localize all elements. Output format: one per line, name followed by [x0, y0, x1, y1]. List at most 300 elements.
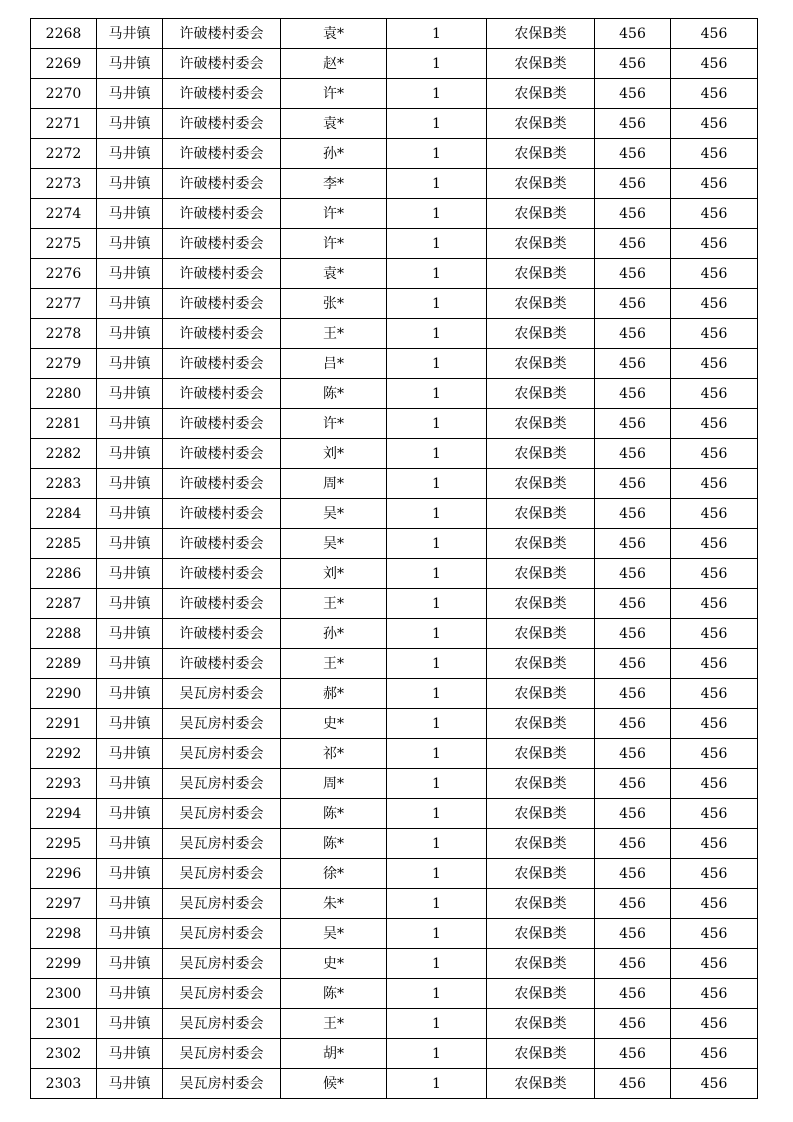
category-cell: 农保B类 [487, 19, 595, 49]
serial-number-cell: 2268 [31, 19, 97, 49]
amount-cell: 456 [595, 439, 671, 469]
town-cell: 马井镇 [97, 469, 163, 499]
category-cell: 农保B类 [487, 889, 595, 919]
amount-cell: 456 [595, 469, 671, 499]
village-committee-cell: 吴瓦房村委会 [163, 949, 281, 979]
town-cell: 马井镇 [97, 439, 163, 469]
town-cell: 马井镇 [97, 199, 163, 229]
count-cell: 1 [387, 889, 487, 919]
serial-number-cell: 2274 [31, 199, 97, 229]
category-cell: 农保B类 [487, 379, 595, 409]
name-cell: 许* [281, 199, 387, 229]
village-committee-cell: 吴瓦房村委会 [163, 679, 281, 709]
count-cell: 1 [387, 1069, 487, 1099]
table-row [31, 439, 758, 469]
category-cell: 农保B类 [487, 79, 595, 109]
count-cell: 1 [387, 1009, 487, 1039]
name-cell: 吴* [281, 919, 387, 949]
total-cell: 456 [671, 1009, 758, 1039]
count-cell: 1 [387, 799, 487, 829]
village-committee-cell: 吴瓦房村委会 [163, 919, 281, 949]
table-row [31, 1039, 758, 1069]
serial-number-cell: 2269 [31, 49, 97, 79]
name-cell: 史* [281, 949, 387, 979]
village-committee-cell: 许破楼村委会 [163, 259, 281, 289]
total-cell: 456 [671, 679, 758, 709]
serial-number-cell: 2302 [31, 1039, 97, 1069]
name-cell: 朱* [281, 889, 387, 919]
serial-number-cell: 2279 [31, 349, 97, 379]
town-cell: 马井镇 [97, 769, 163, 799]
serial-number-cell: 2273 [31, 169, 97, 199]
town-cell: 马井镇 [97, 349, 163, 379]
total-cell: 456 [671, 439, 758, 469]
name-cell: 许* [281, 409, 387, 439]
village-committee-cell: 吴瓦房村委会 [163, 1069, 281, 1099]
village-committee-cell: 许破楼村委会 [163, 529, 281, 559]
town-cell: 马井镇 [97, 709, 163, 739]
total-cell: 456 [671, 139, 758, 169]
town-cell: 马井镇 [97, 799, 163, 829]
amount-cell: 456 [595, 559, 671, 589]
category-cell: 农保B类 [487, 229, 595, 259]
table-row [31, 79, 758, 109]
serial-number-cell: 2296 [31, 859, 97, 889]
category-cell: 农保B类 [487, 559, 595, 589]
name-cell: 吴* [281, 499, 387, 529]
total-cell: 456 [671, 559, 758, 589]
town-cell: 马井镇 [97, 679, 163, 709]
total-cell: 456 [671, 49, 758, 79]
serial-number-cell: 2294 [31, 799, 97, 829]
town-cell: 马井镇 [97, 529, 163, 559]
village-committee-cell: 许破楼村委会 [163, 499, 281, 529]
count-cell: 1 [387, 1039, 487, 1069]
name-cell: 袁* [281, 19, 387, 49]
count-cell: 1 [387, 919, 487, 949]
table-row [31, 1069, 758, 1099]
count-cell: 1 [387, 769, 487, 799]
total-cell: 456 [671, 949, 758, 979]
count-cell: 1 [387, 289, 487, 319]
name-cell: 陈* [281, 829, 387, 859]
table-row [31, 199, 758, 229]
category-cell: 农保B类 [487, 739, 595, 769]
total-cell: 456 [671, 829, 758, 859]
name-cell: 祁* [281, 739, 387, 769]
village-committee-cell: 许破楼村委会 [163, 349, 281, 379]
count-cell: 1 [387, 559, 487, 589]
name-cell: 刘* [281, 439, 387, 469]
category-cell: 农保B类 [487, 679, 595, 709]
village-committee-cell: 吴瓦房村委会 [163, 1009, 281, 1039]
amount-cell: 456 [595, 679, 671, 709]
village-committee-cell: 吴瓦房村委会 [163, 859, 281, 889]
table-row [31, 619, 758, 649]
village-committee-cell: 许破楼村委会 [163, 379, 281, 409]
amount-cell: 456 [595, 769, 671, 799]
amount-cell: 456 [595, 1039, 671, 1069]
category-cell: 农保B类 [487, 49, 595, 79]
count-cell: 1 [387, 139, 487, 169]
amount-cell: 456 [595, 379, 671, 409]
category-cell: 农保B类 [487, 169, 595, 199]
count-cell: 1 [387, 829, 487, 859]
table-row [31, 979, 758, 1009]
table-row [31, 1009, 758, 1039]
category-cell: 农保B类 [487, 799, 595, 829]
name-cell: 徐* [281, 859, 387, 889]
serial-number-cell: 2272 [31, 139, 97, 169]
count-cell: 1 [387, 349, 487, 379]
total-cell: 456 [671, 79, 758, 109]
category-cell: 农保B类 [487, 949, 595, 979]
total-cell: 456 [671, 379, 758, 409]
total-cell: 456 [671, 109, 758, 139]
serial-number-cell: 2288 [31, 619, 97, 649]
total-cell: 456 [671, 709, 758, 739]
town-cell: 马井镇 [97, 79, 163, 109]
category-cell: 农保B类 [487, 859, 595, 889]
town-cell: 马井镇 [97, 19, 163, 49]
town-cell: 马井镇 [97, 739, 163, 769]
table-row [31, 259, 758, 289]
serial-number-cell: 2290 [31, 679, 97, 709]
amount-cell: 456 [595, 949, 671, 979]
amount-cell: 456 [595, 859, 671, 889]
name-cell: 孙* [281, 619, 387, 649]
table-row [31, 139, 758, 169]
count-cell: 1 [387, 19, 487, 49]
amount-cell: 456 [595, 829, 671, 859]
table-row [31, 859, 758, 889]
count-cell: 1 [387, 79, 487, 109]
total-cell: 456 [671, 499, 758, 529]
total-cell: 456 [671, 649, 758, 679]
village-committee-cell: 许破楼村委会 [163, 409, 281, 439]
count-cell: 1 [387, 319, 487, 349]
count-cell: 1 [387, 409, 487, 439]
amount-cell: 456 [595, 1009, 671, 1039]
amount-cell: 456 [595, 109, 671, 139]
amount-cell: 456 [595, 499, 671, 529]
category-cell: 农保B类 [487, 409, 595, 439]
category-cell: 农保B类 [487, 709, 595, 739]
amount-cell: 456 [595, 349, 671, 379]
village-committee-cell: 许破楼村委会 [163, 19, 281, 49]
total-cell: 456 [671, 349, 758, 379]
town-cell: 马井镇 [97, 259, 163, 289]
town-cell: 马井镇 [97, 319, 163, 349]
town-cell: 马井镇 [97, 409, 163, 439]
serial-number-cell: 2291 [31, 709, 97, 739]
serial-number-cell: 2282 [31, 439, 97, 469]
town-cell: 马井镇 [97, 649, 163, 679]
count-cell: 1 [387, 589, 487, 619]
category-cell: 农保B类 [487, 1009, 595, 1039]
serial-number-cell: 2292 [31, 739, 97, 769]
table-row [31, 229, 758, 259]
count-cell: 1 [387, 859, 487, 889]
name-cell: 陈* [281, 979, 387, 1009]
amount-cell: 456 [595, 19, 671, 49]
village-committee-cell: 许破楼村委会 [163, 199, 281, 229]
table-row [31, 949, 758, 979]
serial-number-cell: 2298 [31, 919, 97, 949]
serial-number-cell: 2270 [31, 79, 97, 109]
amount-cell: 456 [595, 319, 671, 349]
village-committee-cell: 许破楼村委会 [163, 109, 281, 139]
table-row [31, 109, 758, 139]
table-row [31, 289, 758, 319]
village-committee-cell: 许破楼村委会 [163, 439, 281, 469]
name-cell: 吕* [281, 349, 387, 379]
count-cell: 1 [387, 529, 487, 559]
category-cell: 农保B类 [487, 979, 595, 1009]
serial-number-cell: 2297 [31, 889, 97, 919]
town-cell: 马井镇 [97, 619, 163, 649]
name-cell: 许* [281, 229, 387, 259]
town-cell: 马井镇 [97, 829, 163, 859]
table-row [31, 889, 758, 919]
town-cell: 马井镇 [97, 1009, 163, 1039]
count-cell: 1 [387, 199, 487, 229]
village-committee-cell: 许破楼村委会 [163, 319, 281, 349]
count-cell: 1 [387, 619, 487, 649]
amount-cell: 456 [595, 229, 671, 259]
town-cell: 马井镇 [97, 589, 163, 619]
village-committee-cell: 许破楼村委会 [163, 589, 281, 619]
category-cell: 农保B类 [487, 589, 595, 619]
table-row [31, 829, 758, 859]
amount-cell: 456 [595, 79, 671, 109]
serial-number-cell: 2299 [31, 949, 97, 979]
serial-number-cell: 2286 [31, 559, 97, 589]
amount-cell: 456 [595, 49, 671, 79]
amount-cell: 456 [595, 289, 671, 319]
total-cell: 456 [671, 799, 758, 829]
village-committee-cell: 许破楼村委会 [163, 289, 281, 319]
village-committee-cell: 许破楼村委会 [163, 469, 281, 499]
amount-cell: 456 [595, 529, 671, 559]
total-cell: 456 [671, 259, 758, 289]
name-cell: 刘* [281, 559, 387, 589]
count-cell: 1 [387, 739, 487, 769]
village-committee-cell: 吴瓦房村委会 [163, 709, 281, 739]
village-committee-cell: 许破楼村委会 [163, 49, 281, 79]
records-table [30, 18, 758, 1099]
count-cell: 1 [387, 109, 487, 139]
category-cell: 农保B类 [487, 289, 595, 319]
amount-cell: 456 [595, 739, 671, 769]
table-row [31, 379, 758, 409]
name-cell: 王* [281, 589, 387, 619]
village-committee-cell: 许破楼村委会 [163, 229, 281, 259]
serial-number-cell: 2277 [31, 289, 97, 319]
count-cell: 1 [387, 649, 487, 679]
name-cell: 许* [281, 79, 387, 109]
town-cell: 马井镇 [97, 919, 163, 949]
name-cell: 郝* [281, 679, 387, 709]
village-committee-cell: 吴瓦房村委会 [163, 739, 281, 769]
amount-cell: 456 [595, 799, 671, 829]
town-cell: 马井镇 [97, 379, 163, 409]
count-cell: 1 [387, 949, 487, 979]
name-cell: 胡* [281, 1039, 387, 1069]
category-cell: 农保B类 [487, 919, 595, 949]
table-row [31, 769, 758, 799]
total-cell: 456 [671, 919, 758, 949]
serial-number-cell: 2287 [31, 589, 97, 619]
table-row [31, 19, 758, 49]
category-cell: 农保B类 [487, 439, 595, 469]
count-cell: 1 [387, 49, 487, 79]
category-cell: 农保B类 [487, 319, 595, 349]
category-cell: 农保B类 [487, 199, 595, 229]
name-cell: 周* [281, 469, 387, 499]
village-committee-cell: 吴瓦房村委会 [163, 799, 281, 829]
total-cell: 456 [671, 1039, 758, 1069]
amount-cell: 456 [595, 889, 671, 919]
village-committee-cell: 许破楼村委会 [163, 169, 281, 199]
total-cell: 456 [671, 889, 758, 919]
count-cell: 1 [387, 439, 487, 469]
town-cell: 马井镇 [97, 169, 163, 199]
amount-cell: 456 [595, 649, 671, 679]
total-cell: 456 [671, 469, 758, 499]
table-row [31, 529, 758, 559]
amount-cell: 456 [595, 199, 671, 229]
category-cell: 农保B类 [487, 499, 595, 529]
count-cell: 1 [387, 169, 487, 199]
town-cell: 马井镇 [97, 859, 163, 889]
category-cell: 农保B类 [487, 1069, 595, 1099]
category-cell: 农保B类 [487, 109, 595, 139]
serial-number-cell: 2281 [31, 409, 97, 439]
name-cell: 史* [281, 709, 387, 739]
town-cell: 马井镇 [97, 949, 163, 979]
category-cell: 农保B类 [487, 649, 595, 679]
amount-cell: 456 [595, 709, 671, 739]
name-cell: 吴* [281, 529, 387, 559]
serial-number-cell: 2285 [31, 529, 97, 559]
count-cell: 1 [387, 379, 487, 409]
name-cell: 周* [281, 769, 387, 799]
category-cell: 农保B类 [487, 529, 595, 559]
serial-number-cell: 2280 [31, 379, 97, 409]
serial-number-cell: 2289 [31, 649, 97, 679]
village-committee-cell: 吴瓦房村委会 [163, 1039, 281, 1069]
town-cell: 马井镇 [97, 1069, 163, 1099]
town-cell: 马井镇 [97, 139, 163, 169]
table-row [31, 559, 758, 589]
total-cell: 456 [671, 769, 758, 799]
table-row [31, 679, 758, 709]
count-cell: 1 [387, 499, 487, 529]
total-cell: 456 [671, 619, 758, 649]
serial-number-cell: 2284 [31, 499, 97, 529]
village-committee-cell: 许破楼村委会 [163, 79, 281, 109]
town-cell: 马井镇 [97, 49, 163, 79]
name-cell: 陈* [281, 799, 387, 829]
category-cell: 农保B类 [487, 1039, 595, 1069]
total-cell: 456 [671, 1069, 758, 1099]
name-cell: 袁* [281, 259, 387, 289]
count-cell: 1 [387, 259, 487, 289]
count-cell: 1 [387, 679, 487, 709]
serial-number-cell: 2271 [31, 109, 97, 139]
count-cell: 1 [387, 709, 487, 739]
village-committee-cell: 许破楼村委会 [163, 619, 281, 649]
serial-number-cell: 2276 [31, 259, 97, 289]
category-cell: 农保B类 [487, 259, 595, 289]
total-cell: 456 [671, 859, 758, 889]
village-committee-cell: 吴瓦房村委会 [163, 889, 281, 919]
town-cell: 马井镇 [97, 109, 163, 139]
category-cell: 农保B类 [487, 619, 595, 649]
name-cell: 王* [281, 319, 387, 349]
village-committee-cell: 吴瓦房村委会 [163, 769, 281, 799]
town-cell: 马井镇 [97, 499, 163, 529]
total-cell: 456 [671, 739, 758, 769]
total-cell: 456 [671, 169, 758, 199]
total-cell: 456 [671, 409, 758, 439]
name-cell: 张* [281, 289, 387, 319]
total-cell: 456 [671, 979, 758, 1009]
serial-number-cell: 2295 [31, 829, 97, 859]
town-cell: 马井镇 [97, 559, 163, 589]
total-cell: 456 [671, 529, 758, 559]
category-cell: 农保B类 [487, 769, 595, 799]
name-cell: 孙* [281, 139, 387, 169]
serial-number-cell: 2278 [31, 319, 97, 349]
village-committee-cell: 吴瓦房村委会 [163, 979, 281, 1009]
category-cell: 农保B类 [487, 139, 595, 169]
serial-number-cell: 2300 [31, 979, 97, 1009]
town-cell: 马井镇 [97, 889, 163, 919]
serial-number-cell: 2293 [31, 769, 97, 799]
table-row [31, 319, 758, 349]
count-cell: 1 [387, 229, 487, 259]
table-row [31, 349, 758, 379]
name-cell: 李* [281, 169, 387, 199]
total-cell: 456 [671, 319, 758, 349]
amount-cell: 456 [595, 139, 671, 169]
amount-cell: 456 [595, 919, 671, 949]
category-cell: 农保B类 [487, 349, 595, 379]
count-cell: 1 [387, 469, 487, 499]
table-row [31, 469, 758, 499]
table-row [31, 409, 758, 439]
town-cell: 马井镇 [97, 289, 163, 319]
serial-number-cell: 2275 [31, 229, 97, 259]
name-cell: 赵* [281, 49, 387, 79]
amount-cell: 456 [595, 619, 671, 649]
amount-cell: 456 [595, 589, 671, 619]
serial-number-cell: 2301 [31, 1009, 97, 1039]
table-row [31, 49, 758, 79]
total-cell: 456 [671, 289, 758, 319]
records-body [31, 19, 758, 1099]
amount-cell: 456 [595, 979, 671, 1009]
category-cell: 农保B类 [487, 469, 595, 499]
count-cell: 1 [387, 979, 487, 1009]
town-cell: 马井镇 [97, 1039, 163, 1069]
table-row [31, 709, 758, 739]
table-row [31, 499, 758, 529]
name-cell: 袁* [281, 109, 387, 139]
amount-cell: 456 [595, 1069, 671, 1099]
